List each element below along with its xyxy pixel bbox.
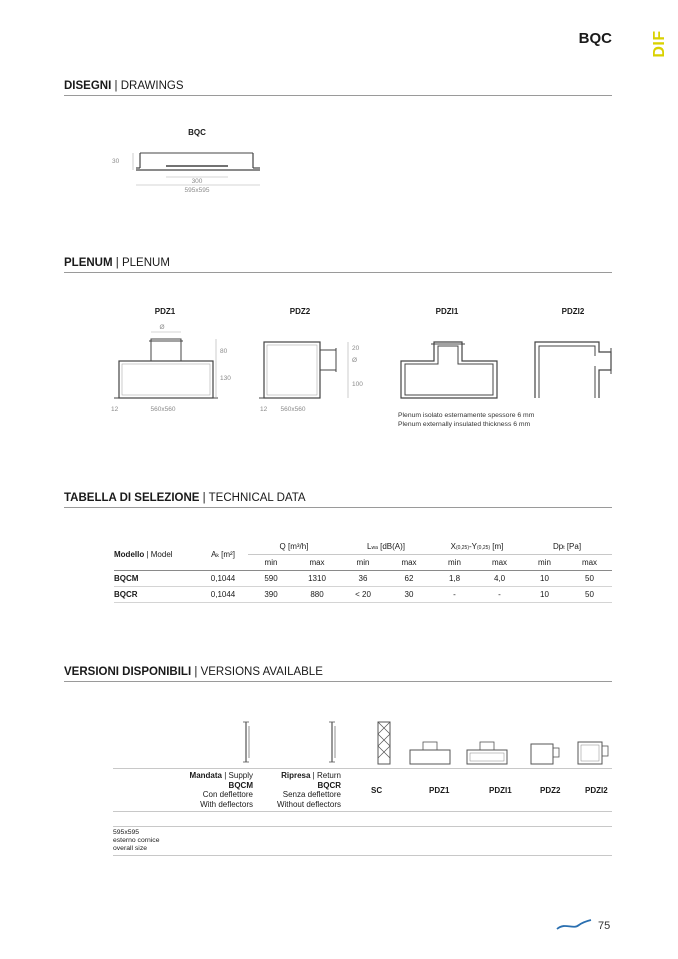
model-cell: BQCR <box>114 587 198 603</box>
section-title-it: PLENUM <box>64 257 113 269</box>
section-title-it: VERSIONI DISPONIBILI <box>64 666 192 678</box>
page-number: 75 <box>598 920 611 932</box>
pdz2-icon <box>531 744 559 764</box>
plenum-note-it: Plenum isolato esternamente spessore 6 mm <box>398 412 535 419</box>
section-plenum-heading <box>64 257 612 273</box>
pdz1-dim-base-left: 12 <box>111 406 119 413</box>
section-separator: | <box>194 666 198 678</box>
section-technical-heading <box>64 492 612 508</box>
brand-logo-icon <box>555 918 593 932</box>
value-cell: 30 <box>386 587 432 603</box>
bqc-dim-outer: 595x595 <box>184 187 210 194</box>
pdz1-dim-base: 560x560 <box>150 406 176 413</box>
col-noise-header: Lwa [dB(A)] <box>340 539 432 555</box>
table-header-row <box>114 539 612 555</box>
table-row <box>114 587 612 603</box>
subheader-cell: max <box>477 555 522 571</box>
section-title-en: TECHNICAL DATA <box>208 492 306 504</box>
version-supply-desc-en: With deflectors <box>200 799 253 809</box>
pdz1-dim-diameter: Ø <box>159 324 165 331</box>
value-cell: 50 <box>567 587 612 603</box>
technical-data-table <box>114 539 612 603</box>
side-tab <box>648 28 668 68</box>
version-supply-desc-it: Con deflettore <box>202 790 253 799</box>
value-cell: < 20 <box>340 587 386 603</box>
value-cell: 62 <box>386 571 432 587</box>
pdz1-icon <box>410 742 450 764</box>
bqc-drawing-label: BQC <box>188 128 206 137</box>
pdz1-label: PDZ1 <box>154 307 176 316</box>
version-supply: Mandata | Supply BQCM Con deflettore With deflectors <box>181 771 253 809</box>
subheader-cell: min <box>432 555 477 571</box>
plenum-note <box>398 412 534 429</box>
accessory-pdzi1: PDZI1 <box>489 786 512 795</box>
pdz2-dim-base-left: 12 <box>260 406 268 413</box>
pdz2-dim-base: 560x560 <box>280 406 306 413</box>
size-value: 595x595 <box>113 829 140 836</box>
page-title: BQC <box>578 30 612 47</box>
pdz2-dim-top: 20 <box>352 345 360 352</box>
value-cell: - <box>432 587 477 603</box>
pdzi1-icon <box>467 742 507 764</box>
value-cell: 1310 <box>294 571 340 587</box>
section-title-en: DRAWINGS <box>120 80 184 92</box>
pdz2-label: PDZ2 <box>289 307 311 316</box>
version-return: Ripresa | Return BQCR Senza deflettore Without deflectors <box>265 771 341 809</box>
bqc-dim-inner: 300 <box>191 178 203 185</box>
bqc-dim-height: 30 <box>112 158 120 165</box>
section-drawings-heading <box>64 80 612 96</box>
col-throw-header: X(0,25)-Y(0,25) [m] <box>432 539 522 555</box>
subheader-cell: min <box>248 555 294 571</box>
value-cell: 10 <box>522 587 567 603</box>
value-cell: 1,8 <box>432 571 477 587</box>
size-row <box>113 826 612 856</box>
section-title-en: PLENUM <box>121 257 170 269</box>
section-title-it: TABELLA DI SELEZIONE <box>64 492 200 504</box>
value-cell: 36 <box>340 571 386 587</box>
version-return-code: BQCR <box>317 780 341 790</box>
area-cell: 0,1044 <box>198 571 248 587</box>
value-cell: - <box>477 587 522 603</box>
value-cell: 880 <box>294 587 340 603</box>
plenum-drawings <box>105 300 625 415</box>
section-separator: | <box>202 492 206 504</box>
pdzi1-label: PDZI1 <box>435 307 459 316</box>
section-title-en: VERSIONS AVAILABLE <box>200 666 323 678</box>
size-desc-it: esterno cornice <box>113 837 160 844</box>
col-pressure-header: Dpt [Pa] <box>522 539 612 555</box>
value-cell: 4,0 <box>477 571 522 587</box>
subheader-cell: max <box>567 555 612 571</box>
plenum-note-en: Plenum externally insulated thickness 6 mm <box>398 420 531 428</box>
pdz2-dim-diameter: Ø <box>352 357 358 364</box>
versions-label-row <box>113 768 612 812</box>
pdz1-dim-top: 80 <box>220 348 228 355</box>
subheader-cell: max <box>386 555 432 571</box>
side-tab-label: DIF <box>651 30 668 58</box>
value-cell: 10 <box>522 571 567 587</box>
value-cell: 590 <box>248 571 294 587</box>
supply-grille-icon <box>243 722 249 762</box>
accessory-pdz2: PDZ2 <box>540 786 561 795</box>
area-cell: 0,1044 <box>198 587 248 603</box>
section-separator: | <box>114 80 118 92</box>
col-area-header: Ak [m²] <box>198 539 248 571</box>
pdzi2-label: PDZI2 <box>561 307 585 316</box>
version-supply-code: BQCM <box>228 780 253 790</box>
pdz2-dim-side: 100 <box>352 381 363 388</box>
pdz1-dim-side: 130 <box>220 375 231 382</box>
accessory-sc: SC <box>371 786 383 795</box>
col-model-header: Modello | Model <box>114 539 198 571</box>
version-return-desc-en: Without deflectors <box>276 799 341 809</box>
version-icons <box>230 716 620 768</box>
value-cell: 390 <box>248 587 294 603</box>
version-return-desc-it: Senza deflettore <box>282 790 341 799</box>
pdzi2-icon <box>578 742 608 764</box>
subheader-cell: max <box>294 555 340 571</box>
accessory-pdz1: PDZ1 <box>429 786 450 795</box>
damper-icon <box>378 722 390 764</box>
section-title-it: DISEGNI <box>64 80 112 92</box>
return-grille-icon <box>329 722 335 762</box>
col-flow-header: Q [m³/h] <box>248 539 340 555</box>
table-row <box>114 571 612 587</box>
value-cell: 50 <box>567 571 612 587</box>
section-separator: | <box>115 257 119 269</box>
subheader-cell: min <box>522 555 567 571</box>
section-versions-heading <box>64 666 612 682</box>
model-cell: BQCM <box>114 571 198 587</box>
size-desc-en: overall size <box>113 845 147 852</box>
accessory-pdzi2: PDZI2 <box>585 786 608 795</box>
subheader-cell: min <box>340 555 386 571</box>
bqc-drawing <box>100 120 280 200</box>
